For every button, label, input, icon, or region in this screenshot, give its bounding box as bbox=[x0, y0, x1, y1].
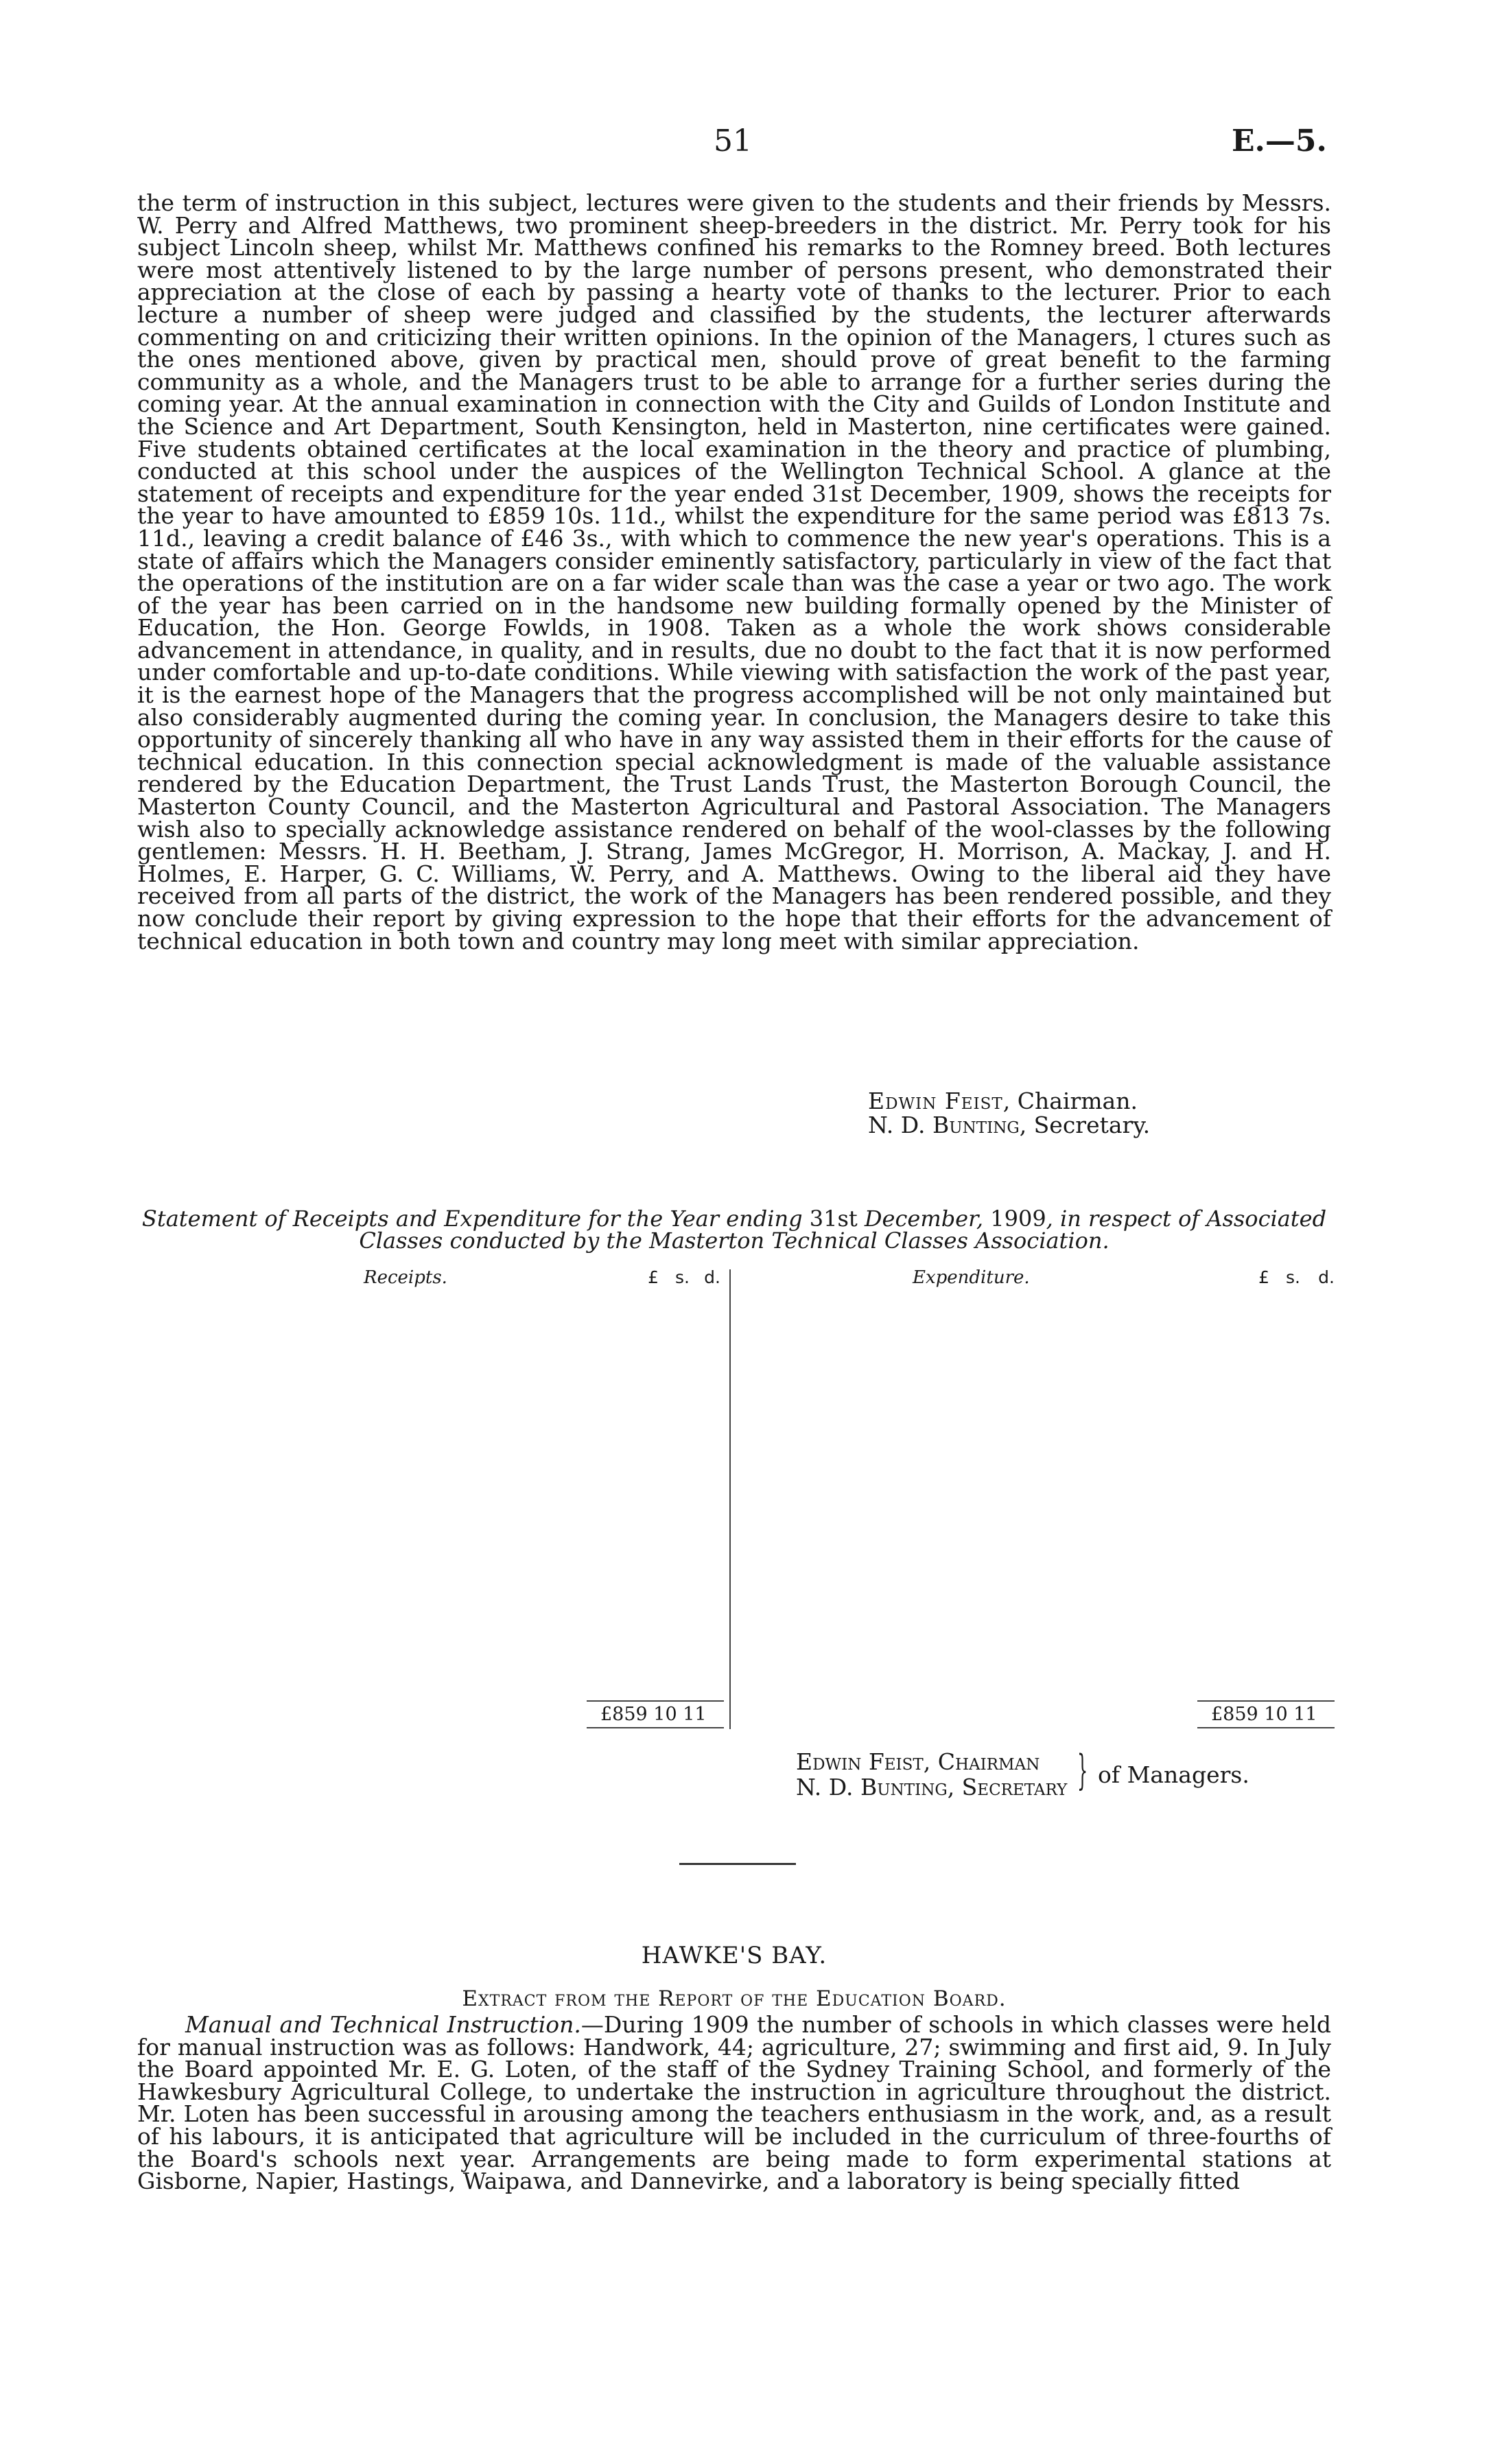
statement-title-part: , in respect of Associated bbox=[1046, 1206, 1327, 1232]
statement-title-line2: Classes conducted by the Masterton Technical Classes Association. bbox=[359, 1228, 1110, 1254]
expenditure-total: £859 10 11 bbox=[1211, 1704, 1317, 1725]
chairman-name: Edwin Feist bbox=[868, 1088, 1003, 1114]
receipts-currency-header bbox=[137, 1267, 724, 1288]
page-reference: E.—5. bbox=[1232, 124, 1327, 159]
managers-suffix: of Managers. bbox=[1098, 1761, 1249, 1788]
column-divider bbox=[729, 1269, 731, 1729]
currency-shillings: s. bbox=[1286, 1267, 1300, 1287]
paragraph-text: —During 1909 the number of schools in which classes were held for manual instruction was as follows: Handwork, 44; agriculture, 27; swimming and first aid, 9. In July the Board appointed Mr. E. G. Loten, of the staff of the Sydney Training School, and formerly of the Hawkesbury Agricultural College, to undertake the instruction in agriculture throughout the district. Mr. Loten has been successful in arousing among the teachers enthusiasm in the work, and, as a result of his labours, it is anticipated that agriculture will be included in the curriculum of three-fourths of the Board's schools next year. Arrangements are being made to form experimental stations at Gisborne, Napier, Hastings, Waipawa, and Dannevirke, and a laboratory is being specially fitted bbox=[137, 2011, 1331, 2195]
receipts-total: £859 10 11 bbox=[600, 1704, 707, 1725]
section-subtitle: Extract from the Report of the Education Board. bbox=[462, 1986, 1007, 2011]
page-number: 51 bbox=[714, 124, 752, 159]
currency-pence: d. bbox=[1318, 1267, 1335, 1287]
statement-title-part: December, bbox=[857, 1206, 991, 1232]
managers-bracket: } bbox=[1077, 1746, 1088, 1794]
managers-secretary bbox=[796, 1774, 1067, 1800]
statement-title-part: Statement of Receipts and Expenditure for the Year ending bbox=[141, 1206, 810, 1232]
section-divider bbox=[679, 1863, 796, 1865]
paragraph-lead: Manual and Technical Instruction. bbox=[185, 2011, 581, 2038]
expenditure-total-rule-bottom bbox=[1197, 1727, 1335, 1728]
statement-title-year: 1909 bbox=[990, 1206, 1046, 1232]
managers-chairman bbox=[796, 1748, 1040, 1775]
secretary-title: , Secretary. bbox=[1019, 1112, 1151, 1138]
expenditure-total-rule-top bbox=[1197, 1700, 1335, 1702]
statement-title-date: 31st bbox=[809, 1206, 858, 1232]
currency-pounds: £ bbox=[648, 1267, 659, 1287]
expenditure-currency-header bbox=[738, 1267, 1335, 1288]
body-paragraph: the term of instruction in this subject, lectures were given to the students and their friends by Messrs. W. Perry and Alfred Matthews, two prominent sheep-breeders in the district. Mr. Perry took for his subject Lincoln sheep, whilst Mr. Matthews confined his remarks to the Romney breed. Both lectures were most attentively listened to by the large number of persons present, who demonstrated their appreciation at the close of each by passing a hearty vote of thanks to the lecturer. Prior to each lecture a number of sheep were judged and classified by the students, the lecturer afterwards commenting on and criticizing their written opinions. In the opinion of the Managers, l ctures such as the ones mentioned above, given by practical men, should prove of great benefit to the farming community as a whole, and the Managers trust to be able to arrange for a further series during the coming year. At the annual examination in connection with the City and Guilds of London Institute and the Science and Art Department, South Kensington, held in Masterton, nine certificates were gained. Five students obtained certificates at the local examination in the theory and practice of plumbing, conducted at this school under the auspices of the Wellington Technical School. A glance at the statement of receipts and expenditure for the year ended 31st December, 1909, shows the receipts for the year to have amounted to £859 10s. 11d., whilst the expenditure for the same period was £813 7s. 11d., leaving a credit balance of £46 3s., with which to commence the new year's operations. This is a state of affairs which the Managers consider eminently satisfactory, particularly in view of the fact that the operations of the institution are on a far wider scale than was the case a year or two ago. The work of the year has been carried on in the handsome new building formally opened by the Minister of Education, the Hon. George Fowlds, in 1908. Taken as a whole the work shows considerable advancement in attendance, in quality, and in results, due no doubt to the fact that it is now performed under comfortable and up-to-date conditions. While viewing with satisfaction the work of the past year, it is the earnest hope of the Managers that the progress accomplished will be not only maintained but also considerably augmented during the coming year. In conclusion, the Managers desire to take this opportunity of sincerely thanking all who have in any way assisted them in their efforts for the cause of technical education. In this connection special acknowledgment is made of the valuable assistance rendered by the Education Department, the Trust Lands Trust, the Masterton Borough Council, the Masterton County Council, and the Masterton Agricultural and Pastoral Association. The Managers wish also to specially acknowledge assistance rendered on behalf of the wool-classes by the following gentlemen: Messrs. H. H. Beetham, J. Strang, James McGregor, H. Morrison, A. Mackay, J. and H. Holmes, E. Harper, G. C. Williams, W. Perry, and A. Matthews. Owing to the liberal aid they have received from all parts of the district, the work of the Managers has been rendered possible, and they now conclude their report by giving expression to the hope that their efforts for the advancement of technical education in both town and country may long meet with similar appreciation. bbox=[137, 189, 1331, 954]
receipts-total-rule-bottom bbox=[587, 1727, 724, 1728]
chairman-title: , Chairman. bbox=[1002, 1088, 1138, 1114]
section-title: HAWKE'S BAY. bbox=[641, 1942, 827, 1969]
expenditure-heading: Expenditure. bbox=[913, 1267, 1030, 1288]
secretary-name: N. D. Bunting bbox=[868, 1112, 1020, 1138]
receipts-heading: Receipts. bbox=[364, 1267, 447, 1288]
currency-pence: d. bbox=[704, 1267, 720, 1287]
managers-secretary-text: N. D. Bunting, Secretary bbox=[796, 1774, 1068, 1800]
currency-shillings: s. bbox=[675, 1267, 690, 1287]
managers-chairman-text: Edwin Feist, Chairman bbox=[796, 1748, 1040, 1775]
currency-pounds: £ bbox=[1258, 1267, 1269, 1287]
hawkes-bay-paragraph bbox=[137, 2011, 1331, 2195]
receipts-total-rule-top bbox=[587, 1700, 724, 1702]
